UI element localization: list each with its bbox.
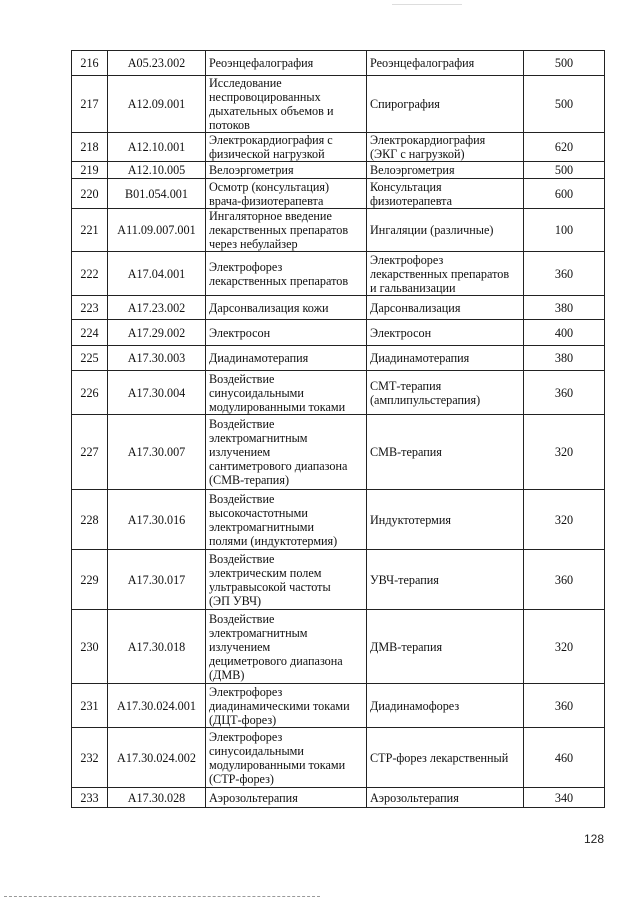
row-number: 229 — [72, 550, 108, 610]
service-name-line: (ДМВ) — [209, 667, 245, 682]
service-price: 460 — [524, 728, 605, 788]
service-description — [367, 610, 524, 684]
service-description-line: и гальванизации — [370, 280, 456, 295]
service-name-line: Реоэнцефалография — [209, 56, 314, 70]
service-name-line: электромагнитным — [209, 625, 308, 640]
service-description-line: (амплипульстерапия) — [370, 392, 481, 407]
service-name-line: Электрокардиография с — [209, 133, 333, 147]
service-name-line: излучением — [209, 445, 271, 459]
table-row — [72, 550, 605, 610]
service-name-line: ультравысокой частоты — [209, 579, 331, 594]
service-name — [206, 415, 367, 490]
service-description — [367, 684, 524, 728]
service-description-line: Велоэргометрия — [370, 163, 455, 177]
service-description — [367, 415, 524, 490]
service-description-line: СМТ-терапия — [370, 378, 442, 393]
service-name-line: дыхательных объемов и — [209, 104, 334, 118]
service-description — [367, 788, 524, 808]
service-code: A12.10.005 — [108, 162, 206, 179]
service-name-line: сантиметрового диапазона — [209, 459, 348, 473]
service-name-line: высокочастотными — [209, 505, 308, 520]
service-description — [367, 346, 524, 371]
service-price: 100 — [524, 209, 605, 252]
service-description — [367, 490, 524, 550]
service-description-line: СТР-форез лекарственный — [370, 750, 509, 765]
service-description-line: Консультация — [370, 179, 442, 194]
row-number: 218 — [72, 133, 108, 162]
service-name-line: Велоэргометрия — [209, 163, 294, 177]
row-number: 232 — [72, 728, 108, 788]
service-description-line: Реоэнцефалография — [370, 56, 475, 70]
service-name-line: Электрофорез — [209, 259, 283, 274]
service-price: 500 — [524, 51, 605, 76]
service-name — [206, 162, 367, 179]
service-name-line: (ДЦТ-форез) — [209, 712, 277, 727]
service-name-line: электромагнитным — [209, 431, 308, 445]
service-description — [367, 371, 524, 415]
service-price: 360 — [524, 550, 605, 610]
service-price: 360 — [524, 684, 605, 728]
service-description — [367, 252, 524, 296]
service-name — [206, 76, 367, 133]
service-description-line: Электросон — [370, 325, 432, 340]
row-number: 220 — [72, 179, 108, 209]
service-name-line: неспровоцированных — [209, 90, 321, 104]
service-code: A17.30.016 — [108, 490, 206, 550]
service-name-line: Воздействие — [209, 551, 275, 566]
table-row — [72, 371, 605, 415]
service-name-line: лекарственных препаратов — [209, 223, 349, 237]
service-name — [206, 788, 367, 808]
service-description — [367, 76, 524, 133]
service-name — [206, 550, 367, 610]
service-code: A17.30.004 — [108, 371, 206, 415]
service-name-line: Диадинамотерапия — [209, 351, 309, 365]
table-row — [72, 320, 605, 346]
service-description-line: СМВ-терапия — [370, 445, 442, 459]
page-number: 128 — [584, 832, 605, 846]
service-price: 340 — [524, 788, 605, 808]
table-row — [72, 252, 605, 296]
service-description-line: Аэрозольтерапия — [370, 790, 459, 805]
service-name — [206, 320, 367, 346]
service-name — [206, 252, 367, 296]
service-name-line: (СТР-форез) — [209, 771, 274, 786]
scan-artifact-line — [392, 4, 462, 5]
row-number: 222 — [72, 252, 108, 296]
service-name-line: Воздействие — [209, 371, 275, 386]
table-row — [72, 728, 605, 788]
table-row — [72, 684, 605, 728]
service-price: 500 — [524, 76, 605, 133]
service-name-line: Аэрозольтерапия — [209, 790, 298, 805]
service-code: A11.09.007.001 — [108, 209, 206, 252]
service-name-line: синусоидальными — [209, 743, 304, 758]
table-row — [72, 610, 605, 684]
row-number: 223 — [72, 296, 108, 320]
service-price: 620 — [524, 133, 605, 162]
table-row — [72, 415, 605, 490]
service-description-line: лекарственных препаратов — [370, 266, 510, 281]
service-name-line: полями (индуктотермия) — [209, 533, 338, 548]
service-description-line: Индуктотермия — [370, 512, 451, 527]
service-name-line: врача-физиотерапевта — [209, 193, 324, 208]
service-code: A17.30.024.002 — [108, 728, 206, 788]
service-description — [367, 179, 524, 209]
service-description — [367, 728, 524, 788]
service-price: 360 — [524, 371, 605, 415]
service-description — [367, 133, 524, 162]
service-description — [367, 320, 524, 346]
service-description — [367, 209, 524, 252]
table-row — [72, 296, 605, 320]
service-code: A17.30.018 — [108, 610, 206, 684]
service-name-line: диадинамическими токами — [209, 698, 350, 713]
service-code: B01.054.001 — [108, 179, 206, 209]
service-name-line: Воздействие — [209, 491, 275, 506]
service-code: A17.30.017 — [108, 550, 206, 610]
service-description-line: ДМВ-терапия — [370, 639, 443, 654]
row-number: 216 — [72, 51, 108, 76]
service-name — [206, 371, 367, 415]
service-name-line: (ЭП УВЧ) — [209, 593, 262, 608]
price-list-table — [71, 50, 605, 808]
service-price: 320 — [524, 415, 605, 490]
row-number: 219 — [72, 162, 108, 179]
row-number: 221 — [72, 209, 108, 252]
row-number: 230 — [72, 610, 108, 684]
service-name-line: электрическим полем — [209, 565, 322, 580]
row-number: 227 — [72, 415, 108, 490]
row-number: 231 — [72, 684, 108, 728]
service-description-line: Диадинамофорез — [370, 698, 460, 713]
table-row — [72, 179, 605, 209]
table-row — [72, 490, 605, 550]
service-code: A05.23.002 — [108, 51, 206, 76]
service-name-line: синусоидальными — [209, 385, 304, 400]
service-name-line: Воздействие — [209, 611, 275, 626]
row-number: 228 — [72, 490, 108, 550]
service-price: 400 — [524, 320, 605, 346]
service-name-line: излучением — [209, 639, 271, 654]
table-row — [72, 133, 605, 162]
service-name-line: дециметрового диапазона — [209, 653, 343, 668]
service-description-line: Спирография — [370, 97, 440, 111]
service-name — [206, 209, 367, 252]
service-code: A17.30.007 — [108, 415, 206, 490]
service-description-line: Диадинамотерапия — [370, 351, 470, 365]
row-number: 225 — [72, 346, 108, 371]
service-name-line: Дарсонвализация кожи — [209, 300, 329, 315]
service-name — [206, 728, 367, 788]
service-name-line: Исследование — [209, 76, 282, 90]
row-number: 217 — [72, 76, 108, 133]
service-name — [206, 179, 367, 209]
service-description-line: Дарсонвализация — [370, 300, 461, 315]
service-price: 600 — [524, 179, 605, 209]
service-description — [367, 550, 524, 610]
service-name-line: через небулайзер — [209, 237, 298, 251]
service-name — [206, 296, 367, 320]
service-code: A17.30.024.001 — [108, 684, 206, 728]
service-price: 380 — [524, 296, 605, 320]
service-code: A17.04.001 — [108, 252, 206, 296]
service-description-line: Ингаляции (различные) — [370, 223, 494, 237]
service-description-line: физиотерапевта — [370, 193, 453, 208]
service-name-line: физической нагрузкой — [209, 147, 325, 161]
service-name-line: модулированными токами — [209, 757, 346, 772]
table-row — [72, 346, 605, 371]
table-row — [72, 209, 605, 252]
service-name-line: Ингаляторное введение — [209, 209, 332, 223]
service-name — [206, 490, 367, 550]
price-list-body — [72, 51, 605, 808]
service-name-line: потоков — [209, 118, 250, 132]
row-number: 226 — [72, 371, 108, 415]
service-name-line: Электрофорез — [209, 684, 283, 699]
service-code: A12.10.001 — [108, 133, 206, 162]
service-name-line: Осмотр (консультация) — [209, 179, 330, 194]
service-name-line: Электрофорез — [209, 729, 283, 744]
table-row — [72, 51, 605, 76]
service-name — [206, 684, 367, 728]
service-price: 360 — [524, 252, 605, 296]
service-description — [367, 162, 524, 179]
service-name-line: модулированными токами — [209, 399, 346, 414]
service-description-line: (ЭКГ с нагрузкой) — [370, 147, 465, 161]
table-row — [72, 162, 605, 179]
service-description-line: Электрофорез — [370, 252, 444, 267]
table-row — [72, 76, 605, 133]
service-price: 320 — [524, 610, 605, 684]
service-name-line: электромагнитными — [209, 519, 315, 534]
table-row — [72, 788, 605, 808]
service-name — [206, 610, 367, 684]
service-name-line: Воздействие — [209, 417, 275, 431]
service-code: A17.30.003 — [108, 346, 206, 371]
service-name-line: (СМВ-терапия) — [209, 473, 289, 487]
service-price: 500 — [524, 162, 605, 179]
service-description-line: УВЧ-терапия — [370, 572, 439, 587]
row-number: 224 — [72, 320, 108, 346]
service-price: 380 — [524, 346, 605, 371]
service-description — [367, 51, 524, 76]
service-price: 320 — [524, 490, 605, 550]
service-code: A17.29.002 — [108, 320, 206, 346]
service-name — [206, 51, 367, 76]
service-description — [367, 296, 524, 320]
service-name-line: лекарственных препаратов — [209, 273, 349, 288]
service-name — [206, 346, 367, 371]
service-name — [206, 133, 367, 162]
row-number: 233 — [72, 788, 108, 808]
service-name-line: Электросон — [209, 325, 271, 340]
service-code: A17.30.028 — [108, 788, 206, 808]
service-description-line: Электрокардиография — [370, 133, 486, 147]
service-code: A17.23.002 — [108, 296, 206, 320]
scan-artifact-line — [4, 896, 320, 897]
service-code: A12.09.001 — [108, 76, 206, 133]
